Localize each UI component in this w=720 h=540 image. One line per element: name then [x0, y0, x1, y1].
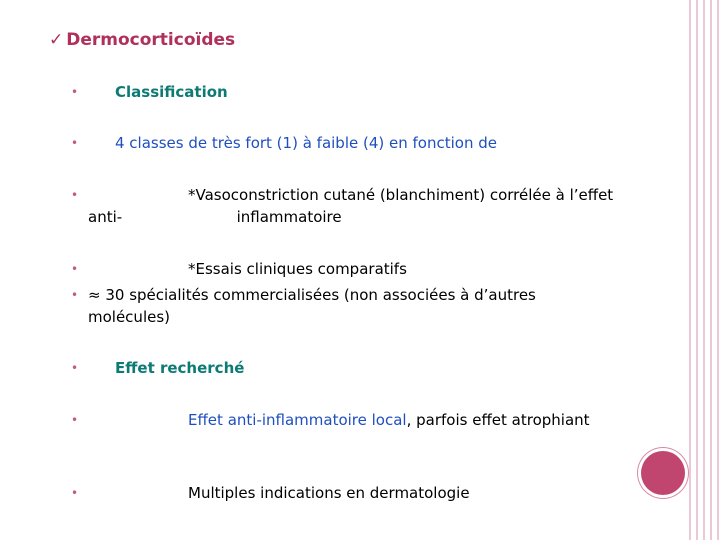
list-item [71, 482, 611, 504]
item-text: 4 classes de très fort (1) à faible (4) en fonction de [115, 134, 497, 152]
bullet-icon: • [71, 413, 79, 427]
list-item [71, 184, 616, 228]
list-item [71, 409, 591, 431]
bullet-icon: • [71, 361, 79, 375]
item-text: Effet recherché [115, 359, 245, 377]
list-item [71, 284, 601, 328]
slide-title-text: Dermocorticoïdes [66, 30, 236, 50]
stripe [696, 0, 698, 540]
item-text-highlight: Effet anti-inflammatoire local [188, 411, 407, 429]
bullet-icon: • [71, 262, 79, 276]
bullet-icon: • [71, 288, 79, 302]
bullet-icon: • [71, 136, 79, 150]
checkmark-icon: ✓ [49, 30, 64, 50]
list-item [71, 132, 611, 154]
list-item [71, 258, 611, 280]
bullet-icon: • [71, 85, 79, 99]
item-text: Multiples indications en dermatologie [188, 484, 470, 502]
decorative-circle [641, 451, 685, 495]
stripe [703, 0, 705, 540]
bullet-icon: • [71, 486, 79, 500]
item-text-rest: , parfois effet atrophiant [406, 411, 590, 429]
bullet-icon: • [71, 188, 79, 202]
stripe [710, 0, 712, 540]
slide-title [49, 30, 235, 50]
item-text: *Essais cliniques comparatifs [188, 260, 407, 278]
stripe [717, 0, 719, 540]
item-text [71, 409, 591, 431]
list-item [71, 357, 611, 379]
stripe [689, 0, 691, 540]
decorative-stripes [684, 0, 720, 540]
item-text: *Vasoconstriction cutané (blanchiment) corrélée à l’effet anti- inflammatoire [88, 186, 618, 226]
list-item [71, 81, 611, 103]
item-text: Classification [115, 83, 228, 101]
item-text: ≈ 30 spécialités commercialisées (non associées à d’autres molécules) [88, 286, 536, 326]
